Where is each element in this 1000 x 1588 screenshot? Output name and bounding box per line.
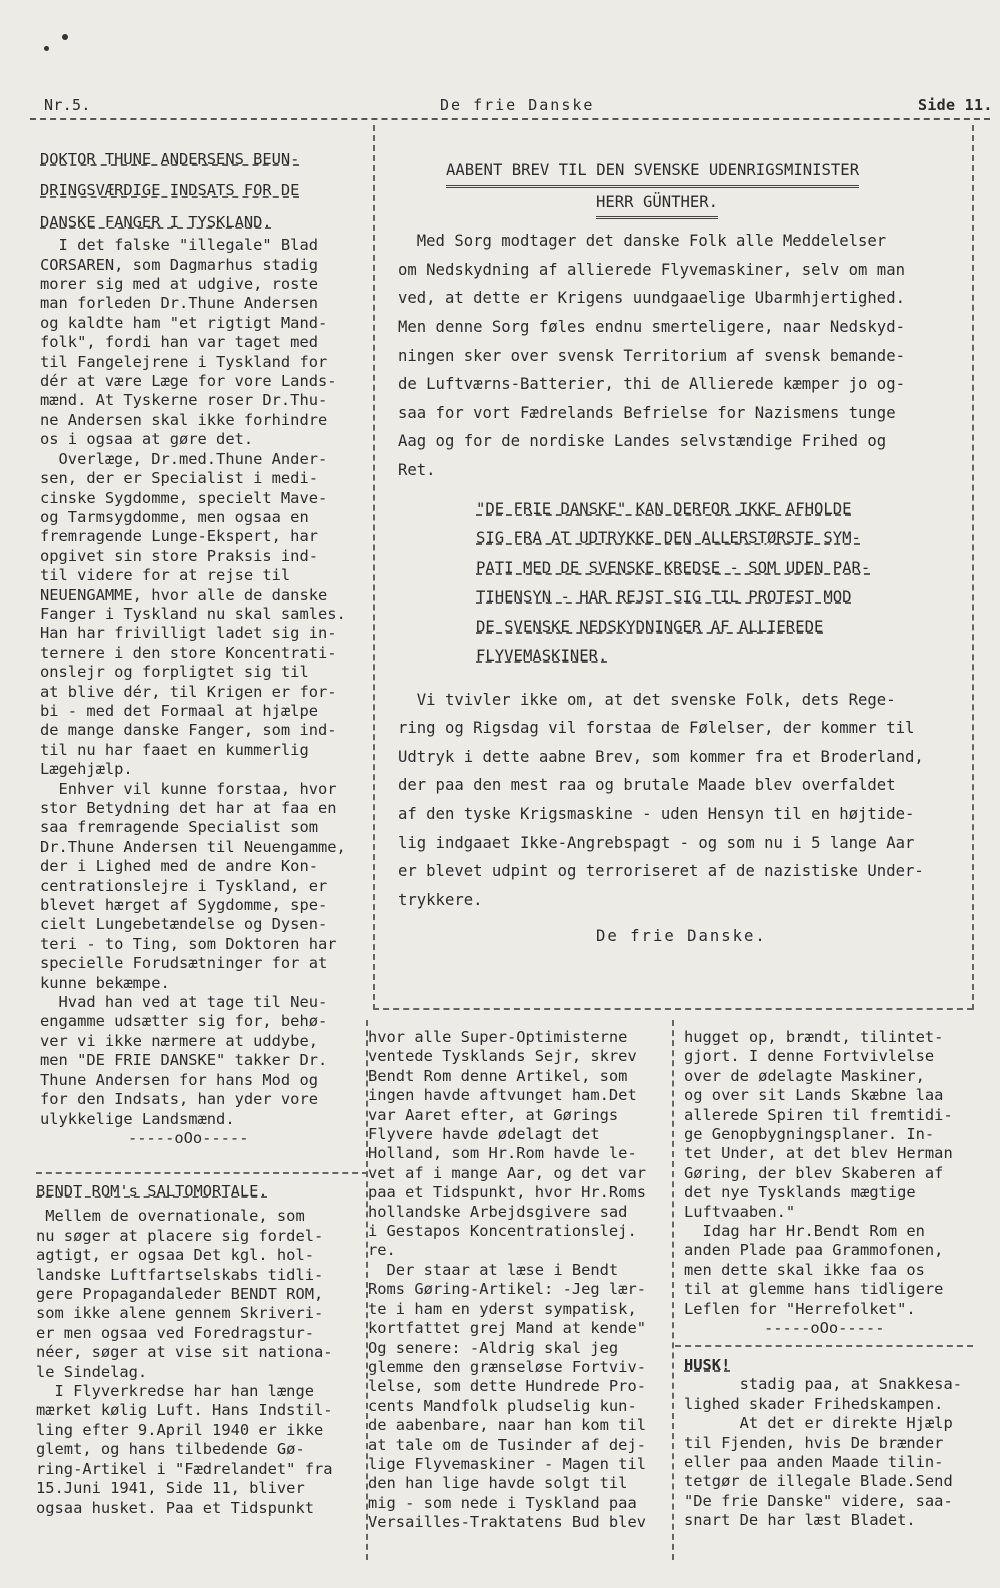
text-line: Idag har Hr.Bendt Rom en: [684, 1222, 925, 1241]
letter-title-line2: HERR GÜNTHER.: [596, 188, 718, 220]
open-letter: [398, 156, 968, 951]
statement-line: PATI MED DE SVENSKE KREDSE - SOM UDEN PAR-: [476, 558, 871, 577]
text-line: sen, der er Specialist i medi-: [40, 469, 318, 488]
text-line: specielle Forudsætninger for at: [40, 954, 328, 973]
letter-title: [398, 156, 968, 188]
text-line: glemme den grænseløse Fortviv-: [368, 1357, 646, 1376]
text-line: glemt, og hans tilbedende Gø-: [36, 1440, 305, 1459]
text-line: lig indgaaet Ikke-Angrebspagt - og som nu i 5 lange Aar: [398, 833, 915, 852]
text-line: hugget op, brændt, tilintet-: [684, 1028, 944, 1046]
article-body: [40, 236, 370, 1148]
text-line: til nu har faaet en kummerlig: [40, 740, 309, 759]
text-line: ternere i den store Koncentrati-: [40, 643, 337, 662]
text-line: Thune Andersen for hans Mod og: [40, 1070, 318, 1089]
text-line: Flyvere havde ødelagt det: [368, 1125, 600, 1144]
text-line: Dr.Thune Andersen til Neuengamme,: [40, 837, 346, 856]
box-bottom-rule: [373, 1008, 973, 1010]
article-title-line: DANSKE FANGER I TYSKLAND.: [40, 212, 272, 231]
text-line: og kaldte ham "et rigtigt Mand-: [40, 313, 328, 332]
text-line: hvor alle Super-Optimisterne: [368, 1028, 628, 1046]
text-line: bi - med det Formaal at hjælpe: [40, 701, 318, 720]
text-line: Udtryk i dette aabne Brev, som kommer fra et Broderland,: [398, 747, 924, 766]
text-line: blevet hærget af Sygdomme, spe-: [40, 896, 328, 915]
text-line: allerede Spiren til fremtidi-: [684, 1105, 953, 1124]
text-line: opgivet sin store Praksis ind-: [40, 546, 318, 565]
text-line: Han har frivilligt ladet sig in-: [40, 624, 337, 643]
text-line: Hvad han ved at tage til Neu-: [40, 993, 328, 1012]
text-line: var Aaret efter, at Gørings: [368, 1105, 619, 1124]
letter-paragraph-1: [398, 227, 968, 484]
text-line: Overlæge, Dr.med.Thune Ander-: [40, 449, 328, 468]
text-line: ventede Tysklands Sejr, skrev: [368, 1047, 637, 1066]
text-line: I Flyverkredse har han længe: [36, 1382, 314, 1401]
text-line: der paa den mest raa og brutale Maade blev overfaldet: [398, 776, 896, 795]
text-line: mærket kølig Luft. Hans Indstil-: [36, 1401, 333, 1420]
article-title: BENDT ROM's SALTOMORTALE.: [36, 1182, 268, 1200]
text-line: ring og Rigsdag vil forstaa de Følelser, der kommer til: [398, 719, 915, 738]
text-line: om Nedskydning af allierede Flyvemaskiner, selv om man: [398, 260, 905, 279]
letter-signature: De frie Danske.: [596, 927, 767, 946]
text-line: ved, at dette er Krigens uundgaaelige Ubarmhjertighed.: [398, 289, 905, 308]
text-line: "De frie Danske" videre, saa-: [684, 1491, 953, 1510]
text-line: hollandske Arbejdsgivere sad: [368, 1202, 628, 1221]
issue-number: Nr.5.: [44, 96, 91, 114]
text-line: Men denne Sorg føles endnu smerteligere, naar Nedskyd-: [398, 317, 905, 336]
text-line: Mellem de overnationale, som: [36, 1207, 305, 1226]
text-line: tetgør de illegale Blade.Send: [684, 1472, 953, 1491]
text-line: lige Flyvemaskiner - Magen til: [368, 1454, 646, 1473]
end-mark: -----oOo-----: [764, 1319, 885, 1338]
text-line: kortfattet grej Mand at kende": [368, 1319, 646, 1338]
text-line: som ikke alene gennem Skriveri-: [36, 1304, 324, 1323]
text-line: engamme udsætter sig for, behø-: [40, 1012, 328, 1031]
husk-notice: [684, 1356, 974, 1531]
text-line: de Luftværns-Batterier, thi de Allierede kæmper jo og-: [398, 375, 905, 394]
punch-mark: [62, 34, 68, 40]
text-line: stor Betydning det har at faa en: [40, 799, 337, 817]
text-line: vet af i mange Aar, og det var: [368, 1163, 646, 1182]
text-line: ling efter 9.April 1940 er ikke: [36, 1420, 324, 1439]
text-line: te i ham en yderst sympatisk,: [368, 1299, 637, 1318]
text-line: man forleden Dr.Thune Andersen: [40, 294, 318, 313]
text-line: trykkere.: [398, 890, 483, 909]
text-line: mig - som nede i Tyskland paa: [368, 1493, 637, 1512]
text-line: centrationslejre i Tyskland, er: [40, 876, 328, 895]
text-line: re.: [368, 1241, 396, 1260]
text-line: 15.Juni 1941, Side 11, bliver: [36, 1479, 305, 1498]
text-line: CORSAREN, som Dagmarhus stadig: [40, 255, 318, 274]
text-line: ogsaa husket. Paa et Tidspunkt: [36, 1498, 314, 1517]
text-line: lelse, som dette Hundrede Pro-: [368, 1377, 646, 1396]
letter-paragraph-2: [398, 686, 968, 915]
text-line: cielt Lungebetændelse og Dysen-: [40, 915, 328, 934]
letter-title-line1: AABENT BREV TIL DEN SVENSKE UDENRIGSMINISTER: [446, 156, 859, 188]
text-line: af den tyske Krigsmaskine - uden Hensyn til en højtide-: [398, 804, 915, 823]
header-rule: [30, 118, 990, 120]
box-right-rule: [972, 125, 974, 1010]
article-bendt-rom-col2: [368, 1028, 670, 1533]
text-line: lighed skader Frihedskampen.: [684, 1394, 944, 1413]
text-line: Leflen for "Herrefolket".: [684, 1299, 916, 1318]
text-line: folk", fordi han var taget med: [40, 333, 318, 352]
text-line: morer sig med at udgive, roste: [40, 275, 318, 294]
husk-title: HUSK!: [684, 1356, 731, 1374]
text-line: gjort. I denne Fortvivlelse: [684, 1047, 935, 1066]
text-line: saa for vort Fædrelands Befrielse for Nazismens tunge: [398, 403, 896, 422]
text-line: men "DE FRIE DANSKE" takker Dr.: [40, 1051, 328, 1070]
punch-mark: [44, 46, 49, 51]
text-line: Fanger i Tyskland nu skal samles.: [40, 604, 346, 623]
text-line: er men ogsaa ved Foredragstur-: [36, 1323, 314, 1342]
text-line: I det falske "illegale" Blad: [40, 236, 318, 255]
article-title-line: DRINGSVÆRDIGE INDSATS FOR DE: [40, 181, 300, 200]
text-line: mænd. At Tyskerne roser Dr.Thu-: [40, 391, 328, 410]
text-line: onslejr og forpligtet sig til: [40, 663, 309, 682]
text-line: stadig paa, at Snakkesa-: [684, 1375, 962, 1394]
text-line: Roms Gøring-Artikel: -Jeg lær-: [368, 1280, 646, 1299]
text-line: Enhver vil kunne forstaa, hvor: [40, 779, 337, 798]
text-line: til at glemme hans tidligere: [684, 1280, 944, 1299]
text-line: ingen havde aftvunget ham.Det: [368, 1086, 637, 1105]
article-bendt-rom-col3: [684, 1028, 974, 1339]
text-line: Der staar at læse i Bendt: [368, 1260, 619, 1279]
statement-line: TIHENSYN - HAR REJST SIG TIL PROTEST MOD: [476, 588, 852, 607]
text-line: Aag og for de nordiske Landes selvstændige Frihed og: [398, 432, 887, 451]
text-line: Luftvaaben.": [684, 1202, 796, 1221]
text-line: Gøring, der blev Skaberen af: [684, 1163, 944, 1182]
text-line: de aabenbare, naar han kom til: [368, 1416, 646, 1435]
text-line: at blive dér, til Krigen er for-: [40, 682, 337, 701]
text-line: for den Indsats, han yder vore: [40, 1090, 318, 1109]
text-line: NEUENGAMME, hvor alle de danske: [40, 585, 328, 604]
text-line: Versailles-Traktatens Bud blev: [368, 1513, 646, 1532]
text-line: anden Plade paa Grammofonen,: [684, 1241, 944, 1260]
letter-title: [398, 188, 968, 220]
text-line: gere Propagandaleder BENDT ROM,: [36, 1285, 324, 1304]
text-line: At det er direkte Hjælp: [684, 1414, 953, 1433]
text-line: fremragende Lunge-Ekspert, har: [40, 527, 318, 546]
text-line: Lægehjælp.: [40, 760, 133, 779]
text-line: os i ogsaa at gøre det.: [40, 430, 254, 449]
text-line: ulykkelige Landsmænd.: [40, 1109, 235, 1128]
text-line: til videre for at rejse til: [40, 566, 291, 585]
statement-line: SIG FRA AT UDTRYKKE DEN ALLERSTØRSTE SYM-: [476, 529, 861, 548]
text-line: néer, søger at vise sit nationa-: [36, 1343, 333, 1362]
text-line: at tale om de Tusinder af dej-: [368, 1435, 646, 1454]
text-line: landske Luftfartselskabs tidli-: [36, 1265, 324, 1284]
statement-line: FLYVEMASKINER.: [476, 647, 608, 666]
text-line: de mange danske Fanger, som ind-: [40, 721, 337, 740]
text-line: ring-Artikel i "Fædrelandet" fra: [36, 1459, 333, 1478]
text-line: i Gestapos Koncentrationslej.: [368, 1222, 637, 1241]
text-line: ningen sker over svensk Territorium af svensk bemande-: [398, 346, 905, 365]
text-line: Og senere: -Aldrig skal jeg: [368, 1338, 619, 1357]
text-line: Holland, som Hr.Rom havde le-: [368, 1144, 637, 1163]
text-line: den han lige havde solgt til: [368, 1474, 628, 1493]
text-line: cinske Sygdomme, specielt Mave-: [40, 488, 328, 507]
text-line: og over sit Lands Skæbne laa: [684, 1086, 944, 1105]
text-line: paa et Tidspunkt, hvor Hr.Roms: [368, 1183, 646, 1202]
text-line: nu søger at placere sig fordel-: [36, 1226, 324, 1245]
text-line: men dette skal ikke faa os: [684, 1260, 925, 1279]
letter-statement: [398, 495, 968, 672]
statement-line: DE SVENSKE NEDSKYDNINGER AF ALLIEREDE: [476, 617, 824, 636]
text-line: teri - to Ting, som Doktoren har: [40, 934, 337, 953]
text-line: ne Andersen skal ikke forhindre: [40, 410, 328, 429]
column-divider: [373, 125, 375, 1010]
text-line: og Tarmsygdomme, men ogsaa en: [40, 507, 309, 526]
text-line: dér at være Læge for vore Lands-: [40, 372, 337, 391]
text-line: Med Sorg modtager det danske Folk alle Meddelelser: [398, 232, 887, 251]
article-thune-andersen: [40, 150, 370, 1148]
section-rule: [675, 1345, 973, 1347]
text-line: le Sindelag.: [36, 1362, 148, 1381]
text-line: Vi tvivler ikke om, at det svenske Folk, dets Rege-: [398, 690, 896, 709]
text-line: ge Genopbygningsplaner. In-: [684, 1125, 935, 1144]
text-line: snart De har læst Bladet.: [684, 1511, 916, 1530]
text-line: cents Mandfolk pludselig kun-: [368, 1396, 637, 1415]
column-divider: [672, 1020, 674, 1560]
text-line: tet Under, at det blev Herman: [684, 1144, 953, 1163]
paper-name: De frie Danske: [440, 96, 595, 114]
text-line: Bendt Rom denne Artikel, som: [368, 1066, 628, 1085]
text-line: kunne bekæmpe.: [40, 973, 170, 992]
text-line: eller paa anden Maade tilin-: [684, 1453, 944, 1472]
text-line: over de ødelagte Maskiner,: [684, 1066, 925, 1085]
statement-line: "DE FRIE DANSKE" KAN DERFOR IKKE AFHOLDE: [476, 499, 852, 518]
article-bendt-rom-col1: [36, 1182, 364, 1518]
text-line: Ret.: [398, 460, 436, 479]
article-title-line: DOKTOR THUNE ANDERSENS BEUN-: [40, 150, 300, 168]
text-line: det nye Tysklands mægtige: [684, 1183, 916, 1202]
text-line: agtigt, er ogsaa Det kgl. hol-: [36, 1246, 314, 1265]
text-line: saa fremragende Specialist som: [40, 818, 318, 837]
text-line: er blevet udpint og terroriseret af de nazistiske Under-: [398, 862, 924, 881]
text-line: til Fangelejrene i Tyskland for: [40, 352, 328, 371]
text-line: til Fjenden, hvis De brænder: [684, 1433, 944, 1452]
page-number: Side 11.: [918, 96, 993, 114]
section-rule: [36, 1172, 368, 1174]
text-line: der i Lighed med de andre Kon-: [40, 857, 318, 876]
end-mark: -----oOo-----: [128, 1128, 249, 1147]
text-line: ver vi ikke nærmere at uddybe,: [40, 1031, 318, 1050]
